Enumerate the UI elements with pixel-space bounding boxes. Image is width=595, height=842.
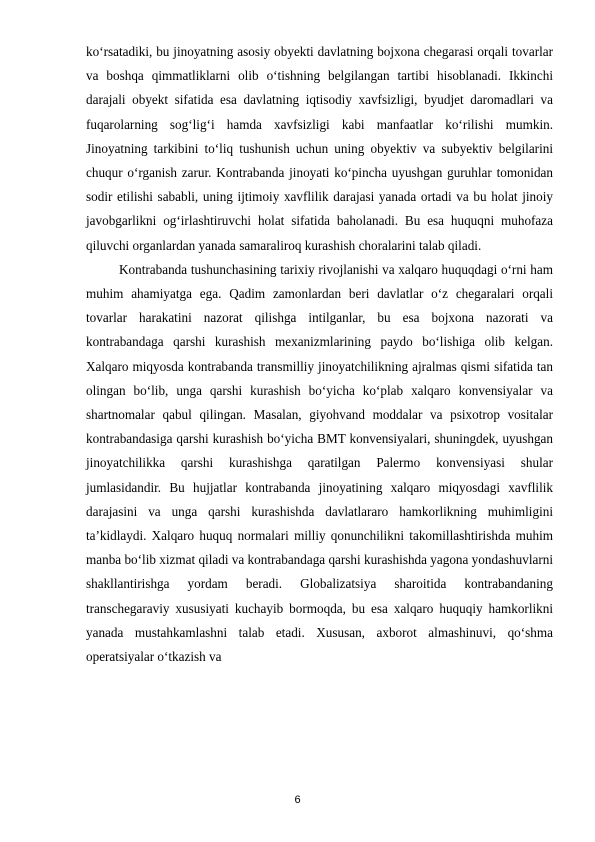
body-paragraph: Kontrabanda tushunchasining tarixiy rivojlanishi va xalqaro huquqdagi o‘rni ham muhim ahamiyatga ega. Qadim zamonlardan beri davlatlar o‘z chegaralari orqali tovarlar harakatini nazorat qilishga intilganlar, bu esa bojxona nazorati va kontrabandaga qarshi kurashish mexanizmlarining paydo bo‘lishiga olib kelgan. Xalqaro miqyosda kontrabanda transmilliy jinoyatchilikning ajralmas qismi sifatida tan olingan bo‘lib, unga qarshi kurashish bo‘yicha ko‘plab xalqaro konvensiyalar va shartnomalar qabul qilingan. Masalan, giyohvand moddalar va psixotrop vositalar kontrabandasiga qarshi kurashish bo‘yicha BMT konvensiyalari, shuningdek, uyushgan jinoyatchilikka qarshi kurashishga qaratilgan Palermo konvensiyasi shular jumlasidandir. Bu hujjatlar kontrabanda jinoyatining xalqaro miqyosdagi xavflilik darajasini va unga qarshi kurashishda davlatlararo hamkorlikning muhimligini ta’kidlaydi. Xalqaro huquq normalari milliy qonunchilikni takomillashtirishda muhim manba bo‘lib xizmat qiladi va kontrabandaga qarshi kurashishda yagona yondashuvlarni shakllantirishga yordam beradi. Globalizatsiya sharoitida kontrabandaning transchegaraviy xususiyati kuchayib bormoqda, bu esa xalqaro huquqiy hamkorlikni yanada mustahkamlashni talab etadi. Xususan, axborot almashinuvi, qo‘shma operatsiyalar o‘tkazish va	[86, 261, 553, 665]
document-body	[86, 40, 553, 669]
body-paragraph: ko‘rsatadiki, bu jinoyatning asosiy obyekti davlatning bojxona chegarasi orqali tovarlar va boshqa qimmatliklarni olib o‘tishning belgilangan tartibi hisoblanadi. Ikkinchi darajali obyekt sifatida esa davlatning iqtisodiy xavfsizligi, byudjet daromadlari va fuqarolarning sog‘lig‘i hamda xavfsizligi kabi manfaatlar ko‘rilishi mumkin. Jinoyatning tarkibini to‘liq tushunish uchun uning obyektiv va subyektiv belgilarini chuqur o‘rganish zarur. Kontrabanda jinoyati ko‘pincha uyushgan guruhlar tomonidan sodir etilishi sababli, uning ijtimoiy xavflilik darajasi yanada ortadi va bu holat jinoiy javobgarlikni og‘irlashtiruvchi holat sifatida baholanadi. Bu esa huquqni muhofaza qiluvchi organlardan yanada samaraliroq kurashish choralarini talab qiladi.	[86, 44, 553, 253]
page-number: 6	[294, 794, 301, 806]
